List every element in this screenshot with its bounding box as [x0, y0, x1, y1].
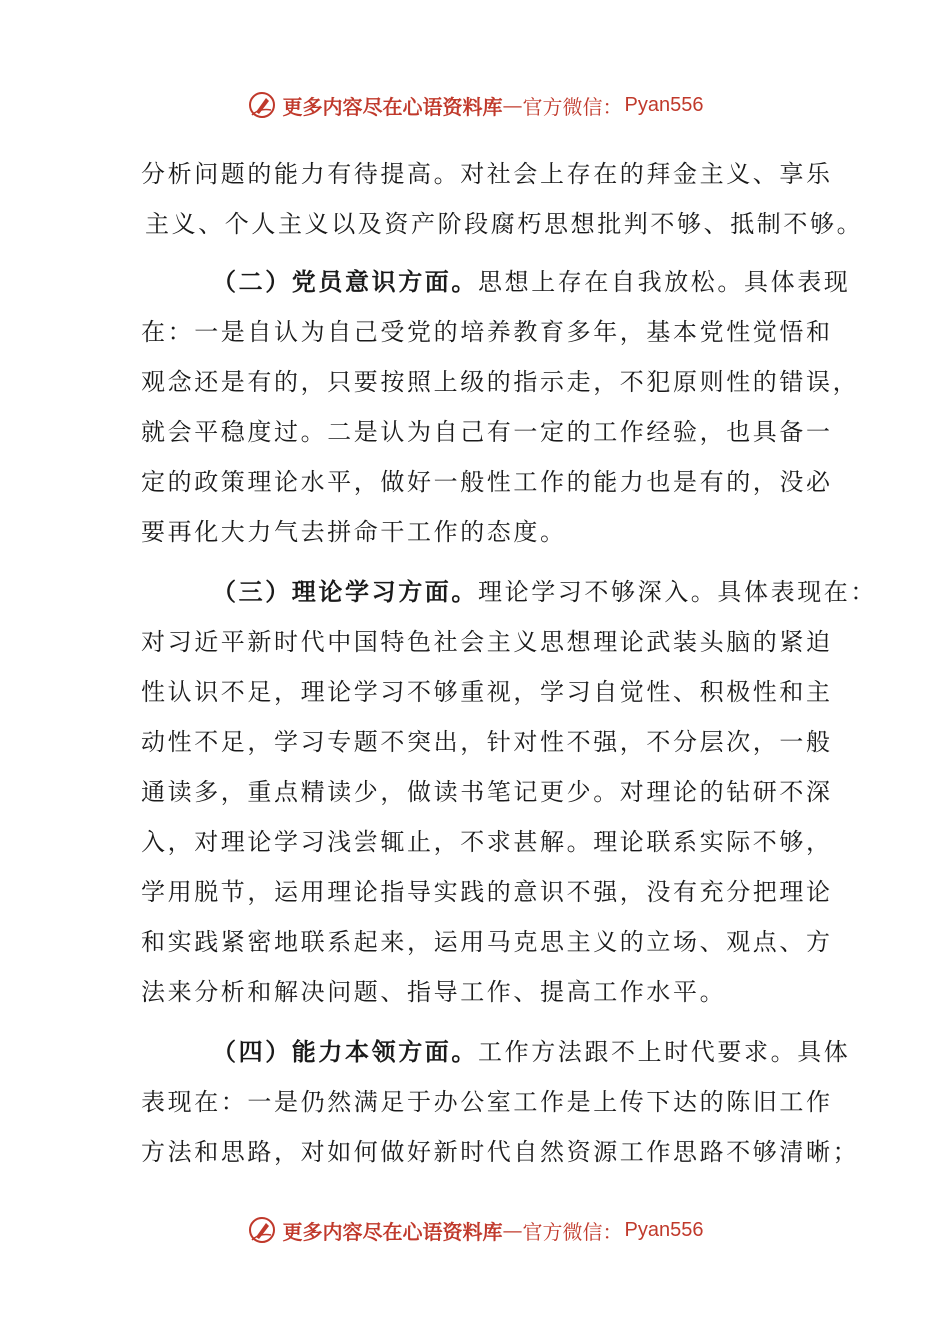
body-line: 动性不足，学习专题不突出，针对性不强，不分层次，一般: [141, 728, 833, 756]
body-line: 对习近平新时代中国特色社会主义思想理论武装头脑的紧迫: [141, 628, 833, 656]
body-line: 法来分析和解决问题、指导工作、提高工作水平。: [141, 978, 727, 1006]
body-line: 分析问题的能力有待提高。对社会上存在的拜金主义、享乐: [141, 160, 833, 188]
body-line: 通读多，重点精读少，做读书笔记更少。对理论的钻研不深: [141, 778, 833, 806]
body-line-text: 工作方法跟不上时代要求。具体: [478, 1038, 851, 1066]
body-line: 学用脱节，运用理论指导实践的意识不强，没有充分把理论: [141, 878, 833, 906]
banner-wechat-label: 官方微信：: [522, 1219, 623, 1244]
body-line: 表现在：一是仍然满足于办公室工作是上传下达的陈旧工作: [141, 1088, 833, 1116]
banner-wechat-id: Pyan556: [624, 93, 704, 116]
banner-brand: 更多内容尽在心语资料库: [282, 1219, 503, 1244]
section-heading: （四）能力本领方面。: [212, 1037, 478, 1066]
body-line: 主义、个人主义以及资产阶段腐朽思想批判不够、抵制不够。: [145, 210, 864, 238]
banner-wechat-label: 官方微信：: [522, 94, 623, 119]
banner-wechat-id: Pyan556: [624, 1218, 704, 1241]
section-paragraph-start: [212, 576, 877, 608]
body-line-text: 思想上存在自我放松。具体表现: [478, 268, 851, 296]
pen-nib-logo-icon: [247, 1215, 277, 1245]
body-line: 方法和思路，对如何做好新时代自然资源工作思路不够清晰；: [141, 1138, 860, 1166]
body-line: 要再化大力气去拼命干工作的态度。: [141, 518, 567, 546]
body-line: 观念还是有的，只要按照上级的指示走，不犯原则性的错误，: [141, 368, 860, 396]
banner-separator: —: [502, 93, 523, 117]
footer-banner: [0, 1210, 950, 1250]
body-line: 就会平稳度过。二是认为自己有一定的工作经验，也具备一: [141, 418, 833, 446]
body-line-text: 理论学习不够深入。具体表现在：: [478, 578, 877, 606]
section-heading: （二）党员意识方面。: [212, 267, 478, 296]
banner-brand: 更多内容尽在心语资料库: [282, 94, 503, 119]
body-line: 入，对理论学习浅尝辄止，不求甚解。理论联系实际不够，: [141, 828, 833, 856]
section-paragraph-start: [212, 266, 850, 298]
pen-nib-logo-icon: [247, 90, 277, 120]
header-banner: [0, 85, 950, 125]
body-line: 定的政策理论水平，做好一般性工作的能力也是有的，没必: [141, 468, 833, 496]
body-line: 性认识不足，理论学习不够重视，学习自觉性、积极性和主: [141, 678, 833, 706]
section-heading: （三）理论学习方面。: [212, 577, 478, 606]
banner-separator: —: [502, 1218, 523, 1242]
body-line: 在：一是自认为自己受党的培养教育多年，基本党性觉悟和: [141, 318, 833, 346]
body-line: 和实践紧密地联系起来，运用马克思主义的立场、观点、方: [141, 928, 833, 956]
section-paragraph-start: [212, 1036, 850, 1068]
